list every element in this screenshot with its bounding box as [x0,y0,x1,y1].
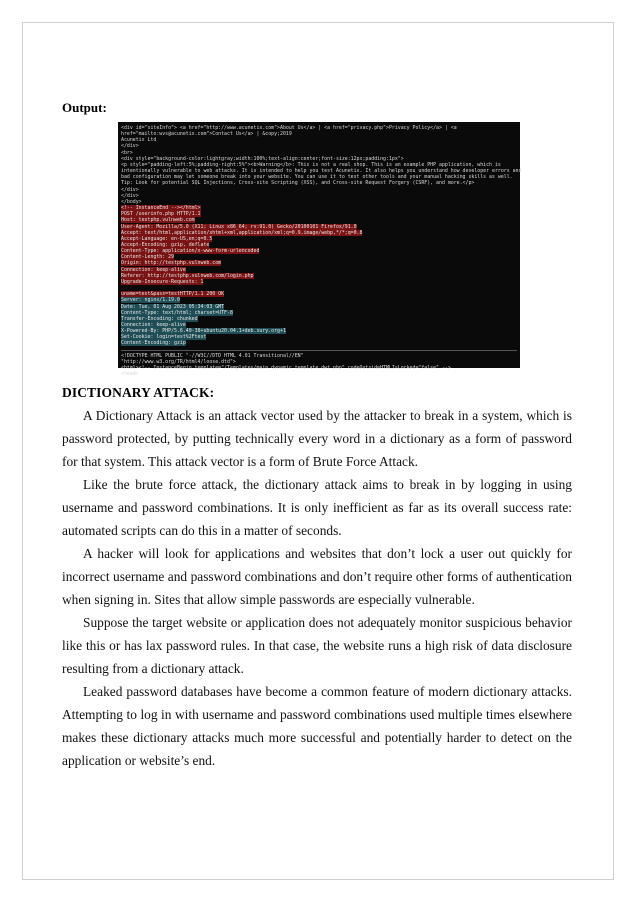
output-label: Output: [62,100,107,115]
terminal-line-text: Referer: http://testphp.vulnweb.com/login.php [121,272,254,279]
terminal-line [121,371,517,377]
section-heading: DICTIONARY ATTACK: [62,385,215,400]
terminal-line-text: Upgrade-Insecure-Requests: 1 [121,278,204,285]
terminal-line-text: POST /userinfo.php HTTP/1.1 [121,211,201,218]
terminal-line-text: Content-Length: 29 [121,254,174,261]
terminal-line-text: Content-Type: application/x-www-form-urlencoded [121,248,260,255]
paragraph: Like the brute force attack, the dictionary attack aims to break in by logging in using username and password combinations. It is only inefficient as far as its overall success rate: automated scripts can do this in a matter of seconds. [62,477,572,538]
terminal-line-text: </body> [121,198,142,205]
terminal-line-text: Date: Tue, 01 Aug 2023 05:34:03 GMT [121,303,225,310]
terminal-line-text: Content-Type: text/html; charset=UTF-8 [121,309,233,316]
terminal-line-text: Connection: keep-alive [121,321,186,328]
terminal-line-text: </div> [121,192,139,199]
terminal-line-text: intentionally vulnerable to web attacks. It is intended to help you test Acunetix. It also helps you understand how developer errors and [121,168,522,175]
paragraph: Leaked password databases have become a common feature of modern dictionary attacks. Attempting to log in with username and password combinations used multiple times elsewhere makes these dictionary attacks much more successful and potentially harder to detect on the application or website’s end. [62,684,572,768]
terminal-line-text: Accept-Language: en-US,en;q=0.5 [121,235,213,242]
body-text [62,404,572,772]
terminal-screenshot [118,122,522,378]
terminal-line-text: Set-Cookie: login=test%2Ftest [121,334,207,341]
terminal-line-text: Server: nginx/1.19.0 [121,297,180,304]
terminal-line-text: <html><!-- InstanceBegin template="/Templates/main_dynamic_template.dwt.php" codeOutsideHTMLIsLocked="false" --> [121,364,451,371]
terminal-line-text: Acunetix Ltd [121,137,157,144]
paragraph: A hacker will look for applications and websites that don’t lock a user out quickly for incorrect username and password combinations and don’t require other forms of authentication when signing in. Sites that allow simple passwords are especially vulnerable. [62,546,572,607]
terminal-line-text: User-Agent: Mozilla/5.0 (X11; Linux x86_64; rv:91.0) Gecko/20100101 Firefox/91.0 [121,223,357,230]
terminal-line-text: uname=test&pass=testHTTP/1.1 200 OK [121,291,225,298]
terminal-line-text: <p style="padding-left:5%;padding-right:5%"><b>Warning</b>: This is not a real shop. This is an example PHP application, which is [121,161,501,168]
paragraph: Suppose the target website or application does not adequately monitor suspicious behavior like this or has lax password rules. In that case, the website runs a high risk of data disclosure resulting from a dictionary attack. [62,615,572,676]
terminal-line-text: <head> [121,371,139,378]
terminal-line-text: bad configuration may let someone break into your website. You can use it to test other tools and your manual hacking skills as well. [121,174,513,181]
terminal-line-text: <!DOCTYPE HTML PUBLIC "-//W3C//DTD HTML 4.01 Transitional//EN" [121,352,304,359]
terminal-line-text: </div> [121,143,139,150]
terminal-line-text: Tip: Look for potential SQL Injections, Cross-site Scripting (XSS), and Cross-site Request Forgery (CSRF), and more.</p> [121,180,475,187]
terminal-line-text: X-Powered-By: PHP/5.6.40-38+ubuntu20.04.1+deb.sury.org+1 [121,328,286,335]
paragraph: A Dictionary Attack is an attack vector used by the attacker to break in a system, which is password protected, by putting technically every word in a dictionary as a form of password for that system. This attack vector is a form of Brute Force Attack. [62,408,572,469]
terminal-line-text: <!-- InstanceEnd --></html> [121,205,201,212]
terminal-line-text: <div id="siteInfo"> <a href="http://www.acunetix.com">About Us</a> | <a href="privacy.php">Privacy Policy</a> | <a [121,125,457,131]
terminal-line-text: Content-Encoding: gzip [121,340,186,347]
terminal-line-text: Host: testphp.vulnweb.com [121,217,195,224]
terminal-line-text: href="mailto:wvs@acunetix.com">Contact Us</a> | &copy;2019 [121,131,292,138]
terminal-line [121,180,517,186]
terminal-line-text: Connection: keep-alive [121,266,186,273]
terminal-line-text: Origin: http://testphp.vulnweb.com [121,260,222,267]
terminal-line-text: Accept-Encoding: gzip, deflate [121,241,210,248]
terminal-line-text: Accept: text/html,application/xhtml+xml,application/xml;q=0.9,image/webp,*/*;q=0.8 [121,229,363,236]
terminal-line-text: </div> [121,186,139,193]
terminal-line-text: <div style="background-color:lightgray;width:100%;text-align:center;font-size:12px;padding:1px"> [121,155,404,162]
terminal-line-text: Transfer-Encoding: chunked [121,315,198,322]
terminal-line-text: "http://www.w3.org/TR/html4/loose.dtd"> [121,358,236,365]
terminal-line [121,347,517,351]
terminal-line-text: <br> [121,149,133,156]
